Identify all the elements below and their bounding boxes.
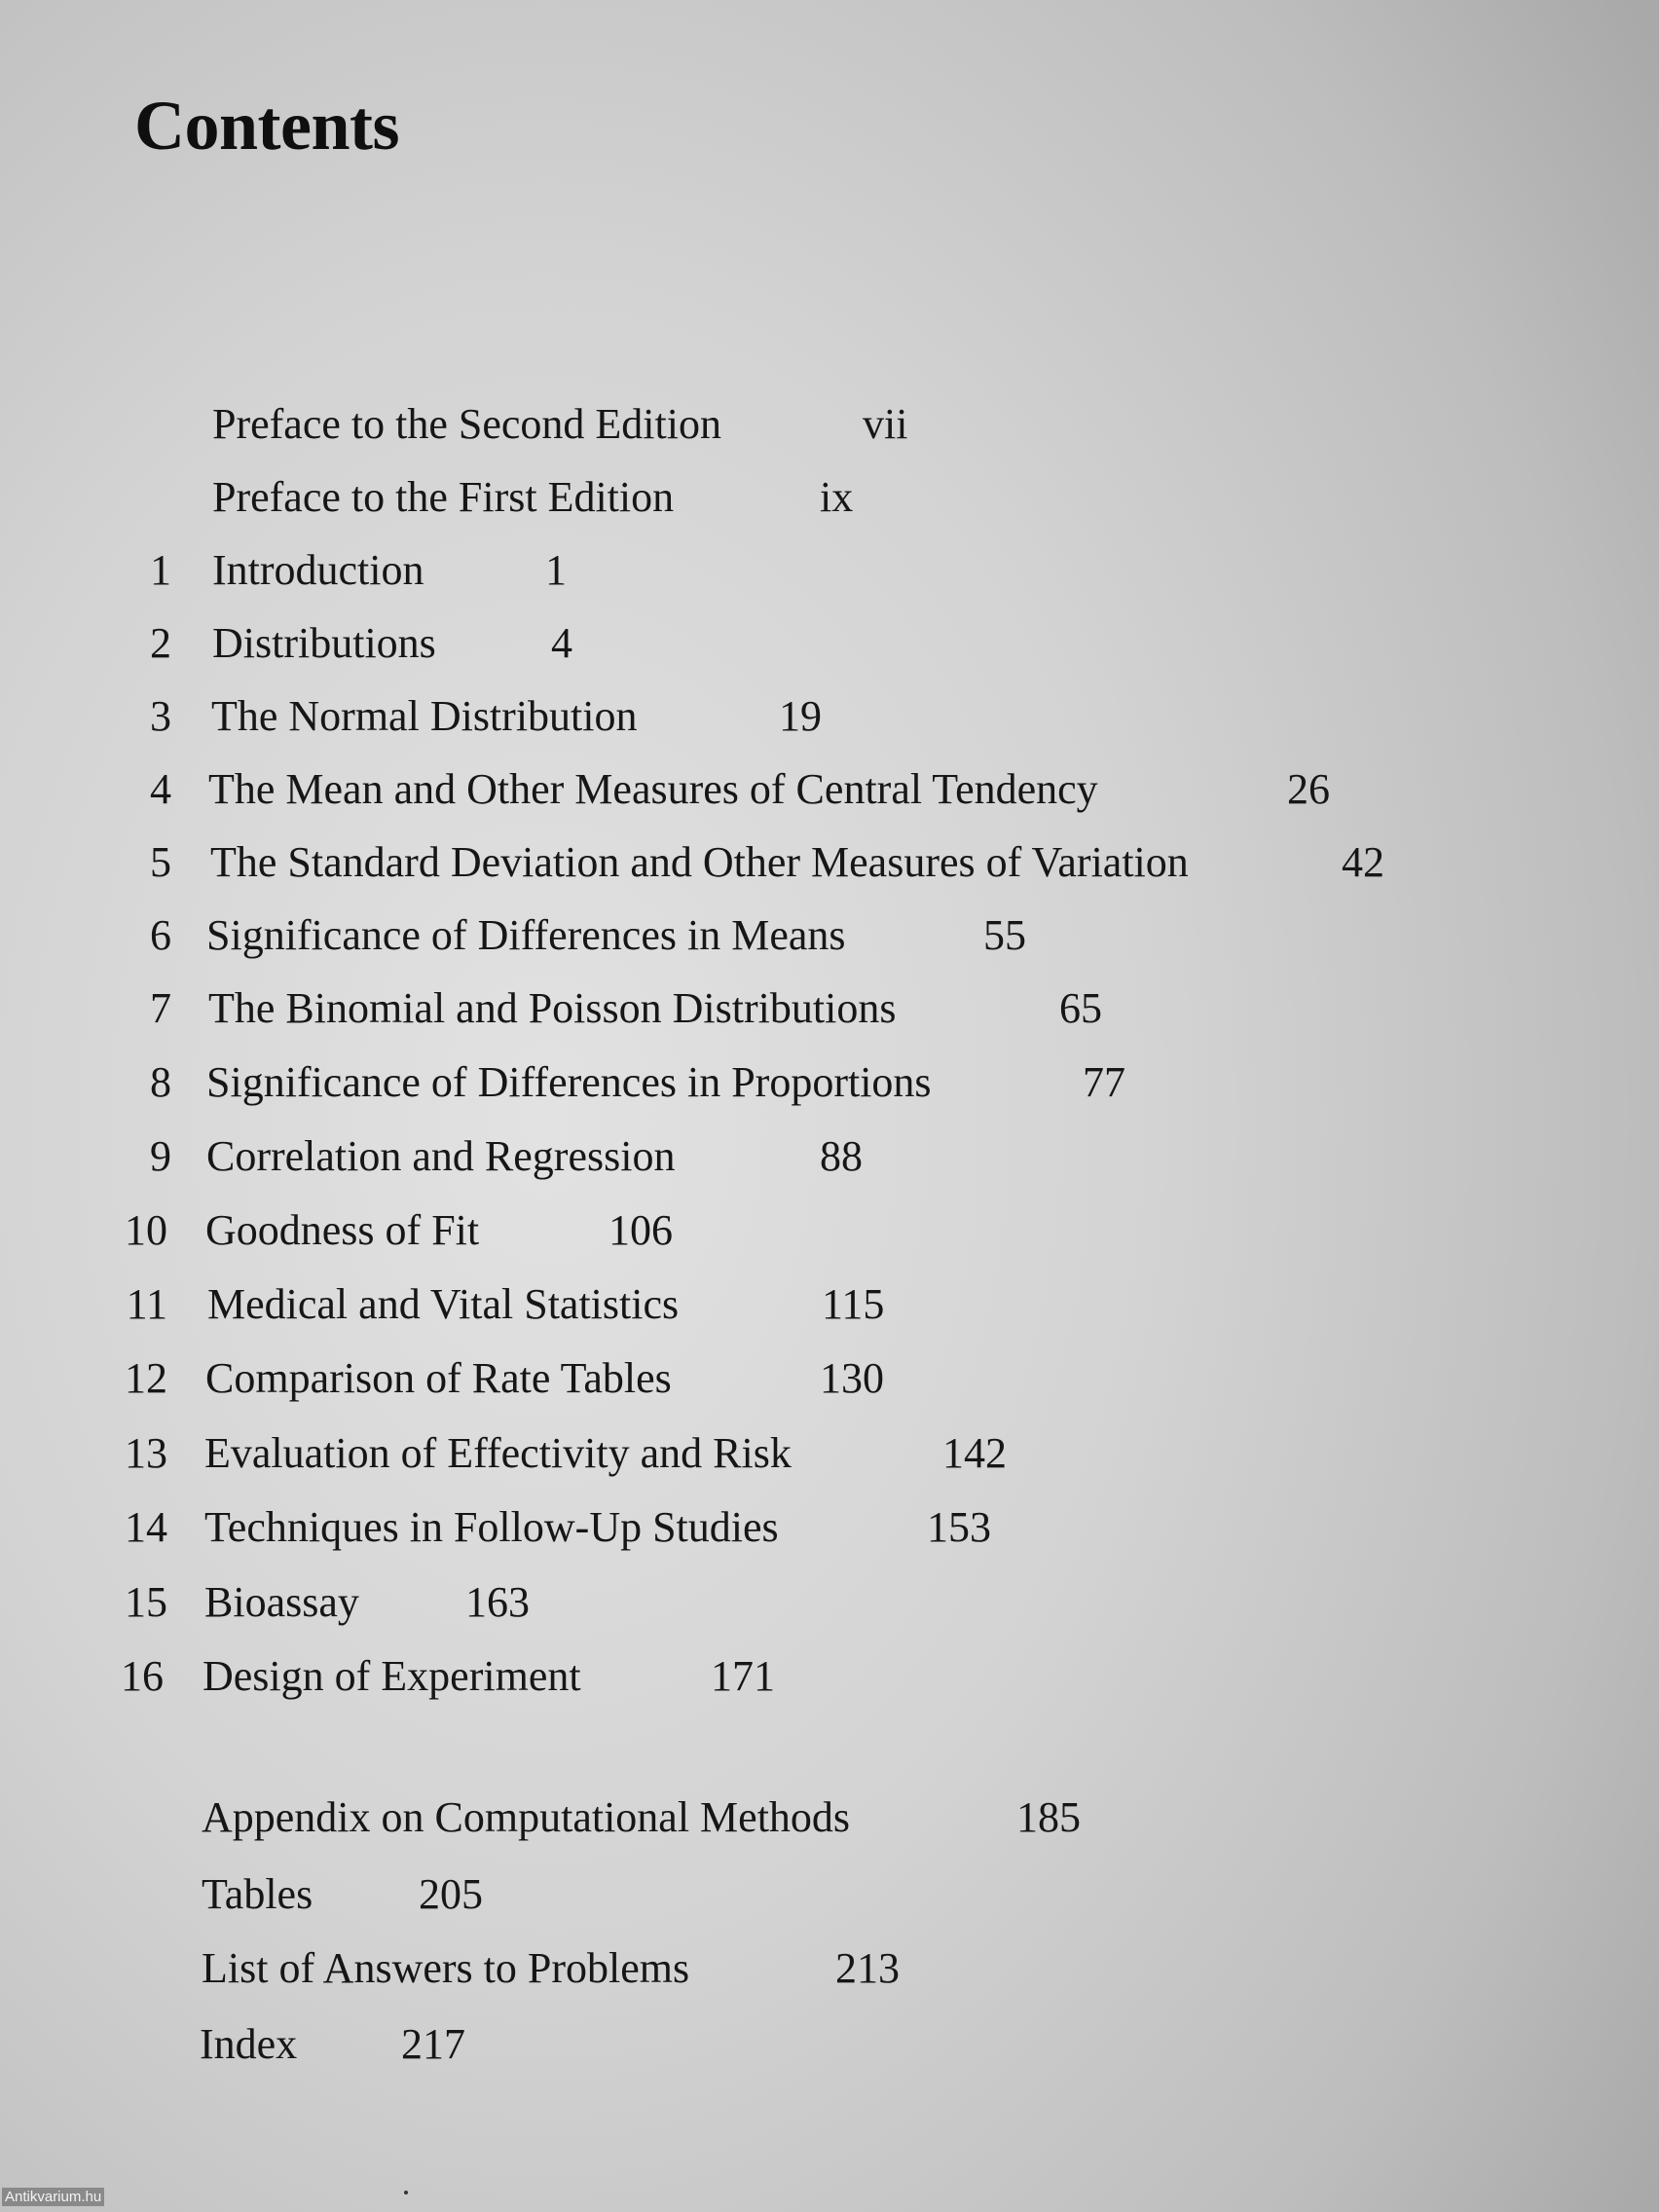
chapter-number: 6 (150, 911, 171, 959)
chapter-title: Appendix on Computational Methods (202, 1793, 851, 1841)
page-number: 115 (822, 1280, 885, 1328)
chapter-title: List of Answers to Problems (202, 1944, 690, 1992)
chapter-number: 5 (150, 838, 171, 886)
chapter-number: 1 (150, 546, 171, 594)
page-number: 1 (545, 546, 567, 594)
page-speck (404, 2191, 408, 2194)
chapter-number: 9 (150, 1132, 171, 1180)
page-number: 88 (820, 1132, 863, 1180)
page-number: 185 (1016, 1793, 1081, 1841)
page-number: 142 (942, 1429, 1007, 1477)
chapter-number: 12 (125, 1354, 167, 1402)
page-number: 19 (779, 692, 822, 740)
page-number: vii (863, 400, 908, 448)
chapter-title: Design of Experiment (203, 1652, 581, 1700)
chapter-title: Distributions (212, 619, 436, 667)
page-number: 42 (1342, 838, 1384, 886)
chapter-title: The Binomial and Poisson Distributions (208, 984, 897, 1032)
chapter-title: The Mean and Other Measures of Central Tendency (208, 765, 1098, 813)
page-number: 55 (983, 911, 1026, 959)
chapter-number: 3 (150, 692, 171, 740)
chapter-title: Significance of Differences in Means (206, 911, 846, 959)
chapter-title: Techniques in Follow-Up Studies (204, 1503, 779, 1551)
page-number: 77 (1083, 1058, 1125, 1106)
chapter-title: Preface to the First Edition (212, 473, 675, 521)
chapter-title: Medical and Vital Statistics (207, 1280, 680, 1328)
chapter-number: 7 (150, 984, 171, 1032)
page-number: 205 (419, 1870, 483, 1918)
chapter-title: Significance of Differences in Proportions (206, 1058, 932, 1106)
chapter-title: The Normal Distribution (211, 692, 638, 740)
chapter-number: 4 (150, 765, 171, 813)
chapter-title: Preface to the Second Edition (212, 400, 721, 448)
chapter-number: 8 (150, 1058, 171, 1106)
chapter-number: 10 (125, 1206, 167, 1254)
chapter-title: Comparison of Rate Tables (205, 1354, 672, 1402)
chapter-number: 15 (125, 1578, 167, 1626)
page-number: 171 (711, 1652, 775, 1700)
chapter-title: Index (200, 2020, 298, 2068)
page-number: 217 (401, 2020, 465, 2068)
chapter-number: 13 (125, 1429, 167, 1477)
chapter-title: Correlation and Regression (206, 1132, 676, 1180)
page-number: 163 (465, 1578, 530, 1626)
chapter-title: Goodness of Fit (205, 1206, 480, 1254)
chapter-title: Introduction (212, 546, 424, 594)
chapter-title: Evaluation of Effectivity and Risk (204, 1429, 792, 1477)
chapter-number: 2 (150, 619, 171, 667)
page-number: 65 (1059, 984, 1102, 1032)
page-number: ix (820, 473, 854, 521)
page-title: Contents (134, 87, 400, 165)
chapter-number: 11 (126, 1280, 167, 1328)
chapter-title: Tables (202, 1870, 313, 1918)
chapter-title: The Standard Deviation and Other Measures of Variation (210, 838, 1189, 886)
watermark: Antikvarium.hu (2, 2188, 104, 2206)
page-number: 26 (1287, 765, 1330, 813)
page-number: 4 (551, 619, 572, 667)
page-number: 213 (835, 1944, 900, 1992)
chapter-number: 14 (125, 1503, 167, 1551)
page-number: 106 (608, 1206, 673, 1254)
page-number: 130 (820, 1354, 884, 1402)
chapter-title: Bioassay (204, 1578, 359, 1626)
chapter-number: 16 (121, 1652, 164, 1700)
page-number: 153 (927, 1503, 991, 1551)
